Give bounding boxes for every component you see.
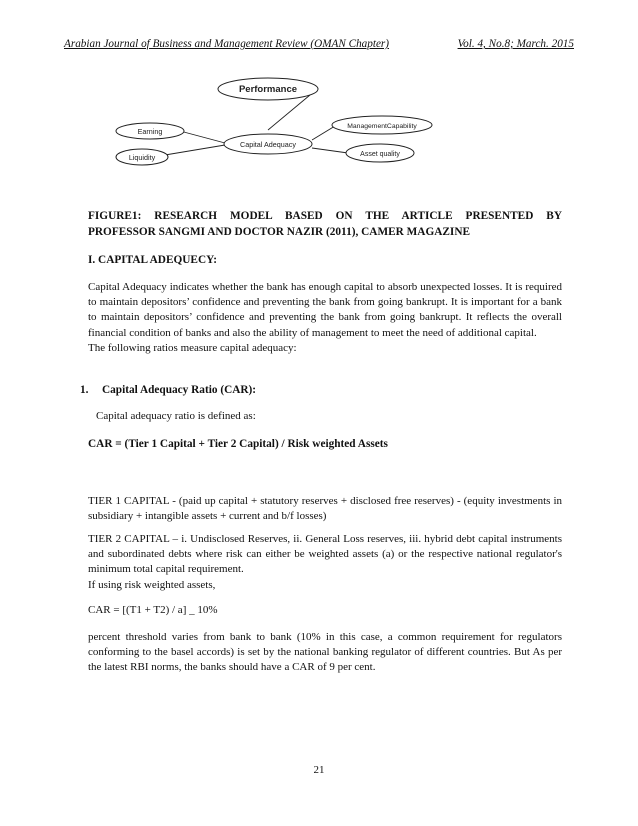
research-model-diagram: [100, 70, 540, 180]
car-formula: CAR = (Tier 1 Capital + Tier 2 Capital) / Risk weighted Assets: [88, 438, 388, 450]
figure-caption-line1: FIGURE1: RESEARCH MODEL BASED ON THE ARTICLE PRESENTED BY: [88, 210, 562, 222]
item1-heading: [80, 384, 256, 396]
node-performance-label: Performance: [238, 84, 298, 95]
journal-title: Arabian Journal of Business and Management Review (OMAN Chapter): [64, 38, 390, 50]
tier2-paragraph: [88, 532, 562, 593]
definition-line: Capital adequacy ratio is defined as:: [96, 410, 256, 422]
node-management-capability-label: ManagementCapability: [347, 123, 417, 130]
node-liquidity-label: Liquidity: [128, 153, 156, 162]
section-heading: I. CAPITAL ADEQUECY:: [88, 254, 217, 266]
node-asset-quality-label: Asset quality: [360, 151, 400, 158]
item1-title: Capital Adequacy Ratio (CAR):: [102, 384, 257, 396]
page-number: 21: [313, 764, 325, 776]
figure-caption-line2: PROFESSOR SANGMI AND DOCTOR NAZIR (2011), CAMER MAGAZINE: [88, 226, 471, 238]
figure-caption: [88, 208, 562, 240]
connector-line: [165, 145, 225, 155]
item1-number: 1.: [80, 384, 89, 396]
intro-paragraph-text: Capital Adequacy indicates whether the bank has enough capital to absorb unexpected losses. It is required to maintain depositors’ confidence and preventing the bank from going bankrupt. It is important for a bank to maintain depositors’ confidence and preventing the bank from going bankrupt. It reflects the overall financial condition of banks and also the ability of management to meet the need of additional capital.: [88, 281, 562, 339]
threshold-paragraph: percent threshold varies from bank to bank (10% in this case, a common requirement for regulators conforming to the basel accords) is set by the national banking regulator of different countries. But As per the latest RBI norms, the banks should have a CAR of 9 per cent.: [88, 631, 562, 674]
tier2-text: TIER 2 CAPITAL – i. Undisclosed Reserves, ii. General Loss reserves, iii. hybrid debt capital instruments and subordinated debts where risk can either be weighted assets (a) or the respective national regulator's minimum total capital requirement.: [88, 533, 562, 576]
connector-line: [180, 131, 225, 143]
node-earning-label: Earning: [137, 127, 163, 136]
intro-followup: The following ratios measure capital adequacy:: [88, 341, 297, 354]
running-header: [64, 38, 574, 50]
intro-paragraph: [88, 280, 562, 356]
node-capital-adequacy-label: Capital Adequacy: [240, 140, 296, 149]
connector-line: [312, 148, 348, 153]
car-formula-weighted: CAR = [(T1 + T2) / a] _ 10%: [88, 604, 218, 616]
volume-info: Vol. 4, No.8; March. 2015: [457, 38, 574, 50]
tier1-paragraph: TIER 1 CAPITAL - (paid up capital + statutory reserves + disclosed free reserves) - (equity investments in subsidiary + intangible assets + current and b/f losses): [88, 495, 562, 523]
tier2-followup: If using risk weighted assets,: [88, 578, 216, 591]
connector-line: [312, 126, 335, 140]
